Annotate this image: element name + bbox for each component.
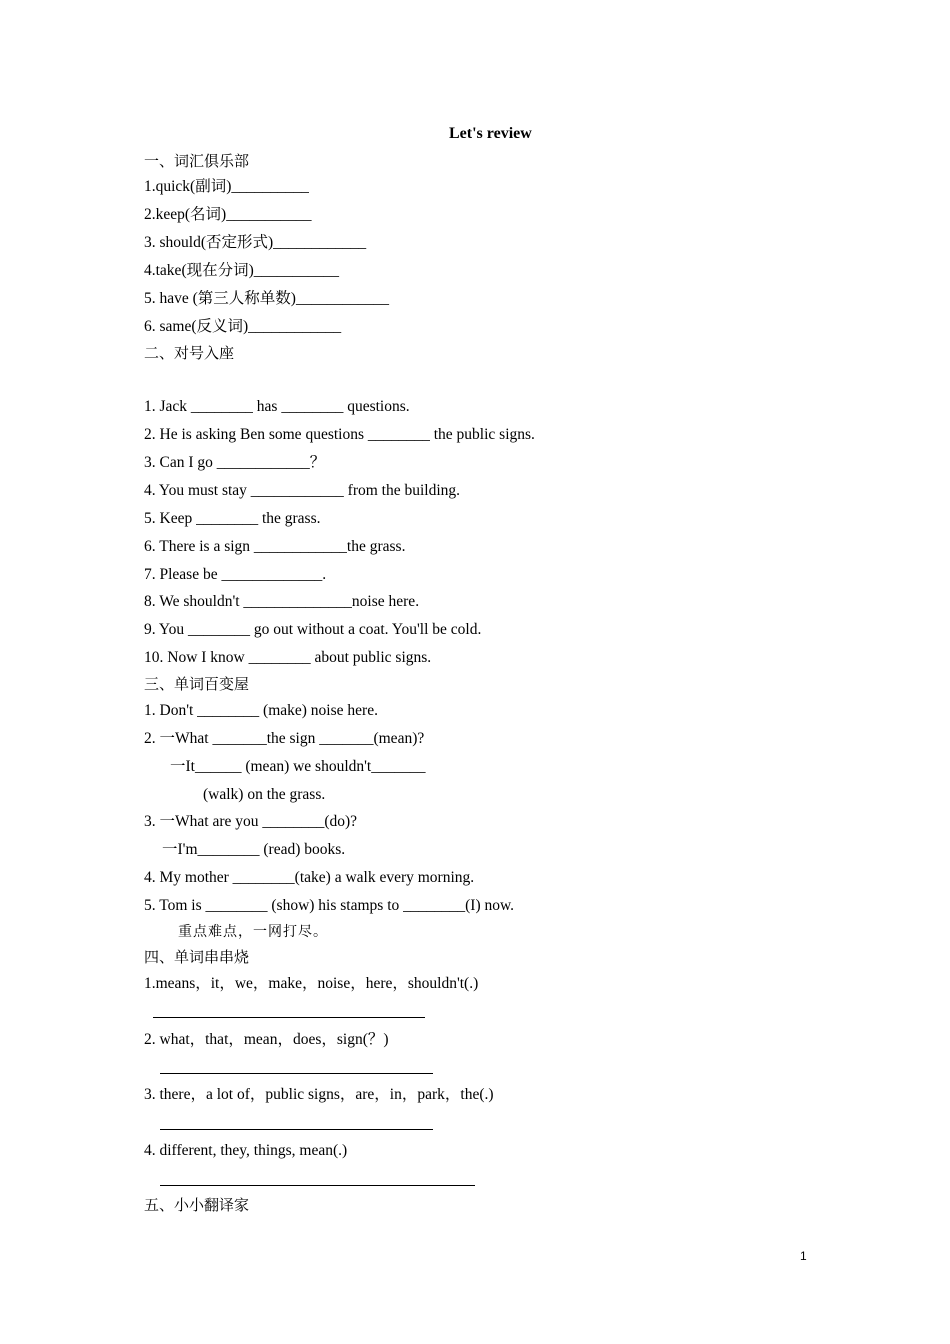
form-item-2-question: 2. 一What _______the sign _______(mean)? bbox=[144, 730, 425, 747]
order-item-1: 1.means，it，we，make，noise，here，shouldn't(.) bbox=[144, 975, 479, 992]
section-5-heading: 五、小小翻译家 bbox=[144, 1196, 250, 1214]
vocab-item-1: 1.quick(副词)__________ bbox=[144, 178, 309, 195]
fill-item-1: 1. Jack ________ has ________ questions. bbox=[144, 398, 410, 415]
page-title: Let's review bbox=[449, 125, 532, 142]
fill-item-9: 9. You ________ go out without a coat. You'll be cold. bbox=[144, 621, 482, 638]
key-points-note: 重点难点，一网打尽。 bbox=[178, 924, 328, 940]
form-item-5: 5. Tom is ________ (show) his stamps to ________(I) now. bbox=[144, 897, 515, 914]
vocab-item-5: 5. have (第三人称单数)____________ bbox=[144, 290, 389, 307]
order-item-4: 4. different, they, things, mean(.) bbox=[144, 1142, 348, 1159]
vocab-item-4: 4.take(现在分词)___________ bbox=[144, 262, 340, 279]
form-item-1: 1. Don't ________ (make) noise here. bbox=[144, 702, 378, 719]
fill-item-5: 5. Keep ________ the grass. bbox=[144, 510, 321, 527]
fill-item-10: 10. Now I know ________ about public signs. bbox=[144, 649, 432, 666]
fill-item-4: 4. You must stay ____________ from the building. bbox=[144, 482, 461, 499]
vocab-item-6: 6. same(反义词)____________ bbox=[144, 318, 342, 335]
fill-item-2: 2. He is asking Ben some questions ________ the public signs. bbox=[144, 426, 535, 443]
fill-item-6: 6. There is a sign ____________the grass. bbox=[144, 538, 406, 555]
answer-line-3[interactable] bbox=[160, 1129, 433, 1130]
form-item-3-question: 3. 一What are you ________(do)? bbox=[144, 813, 358, 830]
section-3-heading: 三、单词百变屋 bbox=[144, 675, 250, 693]
form-item-3-answer: 一I'm________ (read) books. bbox=[162, 841, 346, 858]
section-1-heading: 一、词汇俱乐部 bbox=[144, 152, 250, 170]
page-number: 1 bbox=[800, 1249, 807, 1263]
vocab-item-3: 3. should(否定形式)____________ bbox=[144, 234, 367, 251]
section-4-heading: 四、单词串串烧 bbox=[144, 948, 250, 966]
order-item-3: 3. there，a lot of，public signs，are，in，park，the(.) bbox=[144, 1086, 494, 1103]
answer-line-4[interactable] bbox=[160, 1185, 475, 1186]
fill-item-8: 8. We shouldn't ______________noise here. bbox=[144, 593, 420, 610]
form-item-4: 4. My mother ________(take) a walk every morning. bbox=[144, 869, 475, 886]
form-item-2-answer-cont: (walk) on the grass. bbox=[203, 786, 326, 803]
answer-line-1[interactable] bbox=[153, 1017, 425, 1018]
answer-line-2[interactable] bbox=[160, 1073, 433, 1074]
vocab-item-2: 2.keep(名词)___________ bbox=[144, 206, 312, 223]
fill-item-7: 7. Please be _____________. bbox=[144, 566, 327, 583]
section-2-heading: 二、对号入座 bbox=[144, 344, 235, 362]
fill-item-3: 3. Can I go ____________？ bbox=[144, 454, 326, 471]
form-item-2-answer: 一It______ (mean) we shouldn't_______ bbox=[170, 758, 426, 775]
order-item-2: 2. what，that，mean，does，sign(？) bbox=[144, 1031, 389, 1048]
